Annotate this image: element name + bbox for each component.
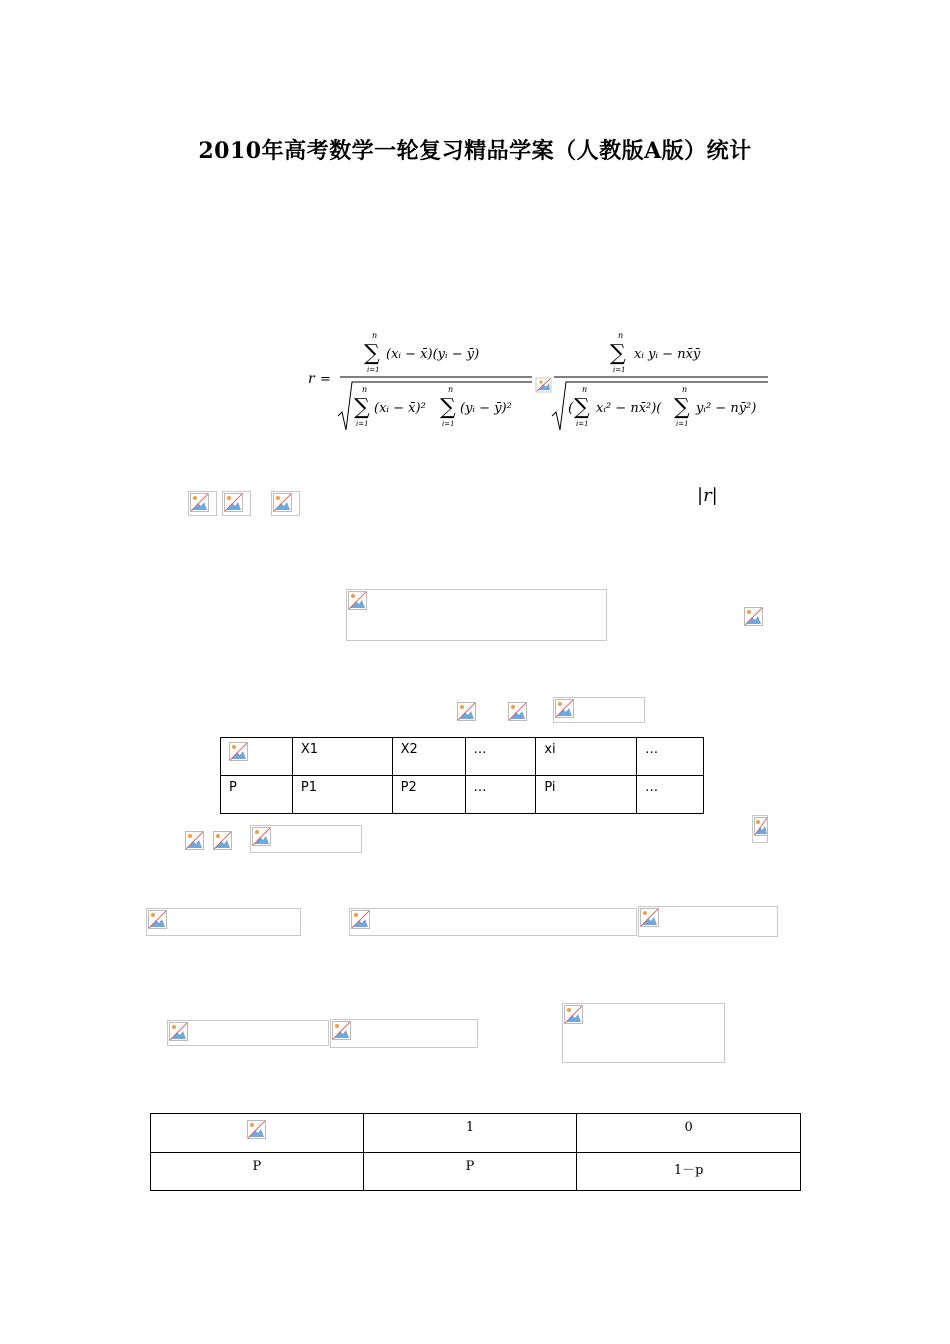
page-title: 2010年高考数学一轮复习精品学案（人教版A版）统计 xyxy=(198,138,752,164)
sum-bot: i=1 xyxy=(367,366,380,374)
svg-text:∑: ∑ xyxy=(354,395,370,420)
table-cell: P xyxy=(363,1153,577,1191)
svg-text:i=1: i=1 xyxy=(676,420,689,428)
distribution-table xyxy=(220,737,704,814)
table-row xyxy=(221,738,704,776)
table-row xyxy=(221,776,704,814)
correlation-formula xyxy=(300,330,780,440)
svg-text:n: n xyxy=(618,331,624,340)
table-cell xyxy=(151,1114,364,1153)
table-row xyxy=(151,1114,801,1153)
broken-image-icon xyxy=(271,491,300,516)
broken-image-icon xyxy=(247,1120,267,1140)
svg-text:n: n xyxy=(682,385,688,394)
broken-image-icon xyxy=(167,1020,329,1046)
numerator-2: xᵢ yᵢ − nx̄ȳ xyxy=(634,347,701,362)
formula-r: r xyxy=(308,371,315,387)
broken-image-icon xyxy=(330,1019,478,1048)
broken-image-icon xyxy=(456,701,476,721)
table-cell: X2 xyxy=(392,738,465,776)
table-cell: Pi xyxy=(536,776,637,814)
table-cell: … xyxy=(465,776,536,814)
svg-text:n: n xyxy=(582,385,588,394)
broken-image-icon xyxy=(638,906,778,937)
table-cell: … xyxy=(637,776,704,814)
broken-image-icon xyxy=(507,701,527,721)
broken-image-icon xyxy=(562,1003,725,1063)
paren-open: ( xyxy=(568,400,574,416)
denominator-2a: xᵢ² − nx̄²)( xyxy=(596,401,662,416)
table-cell: … xyxy=(465,738,536,776)
svg-text:i=1: i=1 xyxy=(613,366,626,374)
table-cell: 1－p xyxy=(577,1153,801,1191)
broken-image-icon xyxy=(346,589,607,641)
table-cell: P2 xyxy=(392,776,465,814)
table-cell: 1 xyxy=(363,1114,577,1153)
broken-image-icon xyxy=(188,491,217,516)
denominator-2b: yᵢ² − nȳ²) xyxy=(696,401,757,416)
table-cell: xi xyxy=(536,738,637,776)
numerator-1: (xᵢ − x̄)(yᵢ − ȳ) xyxy=(386,347,480,362)
svg-text:∑: ∑ xyxy=(610,341,626,366)
two-point-distribution-table xyxy=(150,1113,801,1191)
broken-image-icon xyxy=(349,908,637,936)
broken-image-icon xyxy=(536,378,551,392)
table-cell: … xyxy=(637,738,704,776)
table-cell: P xyxy=(221,776,293,814)
svg-text:n: n xyxy=(362,385,368,394)
formula-svg xyxy=(300,330,780,440)
svg-text:∑: ∑ xyxy=(674,395,690,420)
broken-image-icon xyxy=(184,830,204,850)
table-row xyxy=(151,1153,801,1191)
svg-text:n: n xyxy=(448,385,454,394)
table-cell: P1 xyxy=(292,776,392,814)
denominator-1b: (yᵢ − ȳ)² xyxy=(460,401,512,416)
svg-text:∑: ∑ xyxy=(574,395,590,420)
broken-image-icon xyxy=(222,491,251,516)
broken-image-icon xyxy=(553,697,645,723)
svg-text:i=1: i=1 xyxy=(442,420,455,428)
formula-eq: = xyxy=(320,372,331,387)
sum-symbol: ∑ xyxy=(364,341,380,366)
table-cell xyxy=(221,738,293,776)
table-cell: P xyxy=(151,1153,364,1191)
svg-text:i=1: i=1 xyxy=(576,420,589,428)
broken-image-icon xyxy=(229,742,249,762)
broken-image-icon xyxy=(743,606,763,626)
denominator-1a: (xᵢ − x̄)² xyxy=(374,401,426,416)
sum-top: n xyxy=(372,331,378,340)
abs-r: |r| xyxy=(697,485,718,506)
broken-image-icon xyxy=(146,908,301,936)
table-cell: 0 xyxy=(577,1114,801,1153)
broken-image-icon xyxy=(250,825,362,853)
svg-text:∑: ∑ xyxy=(440,395,456,420)
broken-image-icon xyxy=(752,815,768,843)
broken-image-icon xyxy=(212,830,232,850)
table-cell: X1 xyxy=(292,738,392,776)
svg-text:i=1: i=1 xyxy=(356,420,369,428)
